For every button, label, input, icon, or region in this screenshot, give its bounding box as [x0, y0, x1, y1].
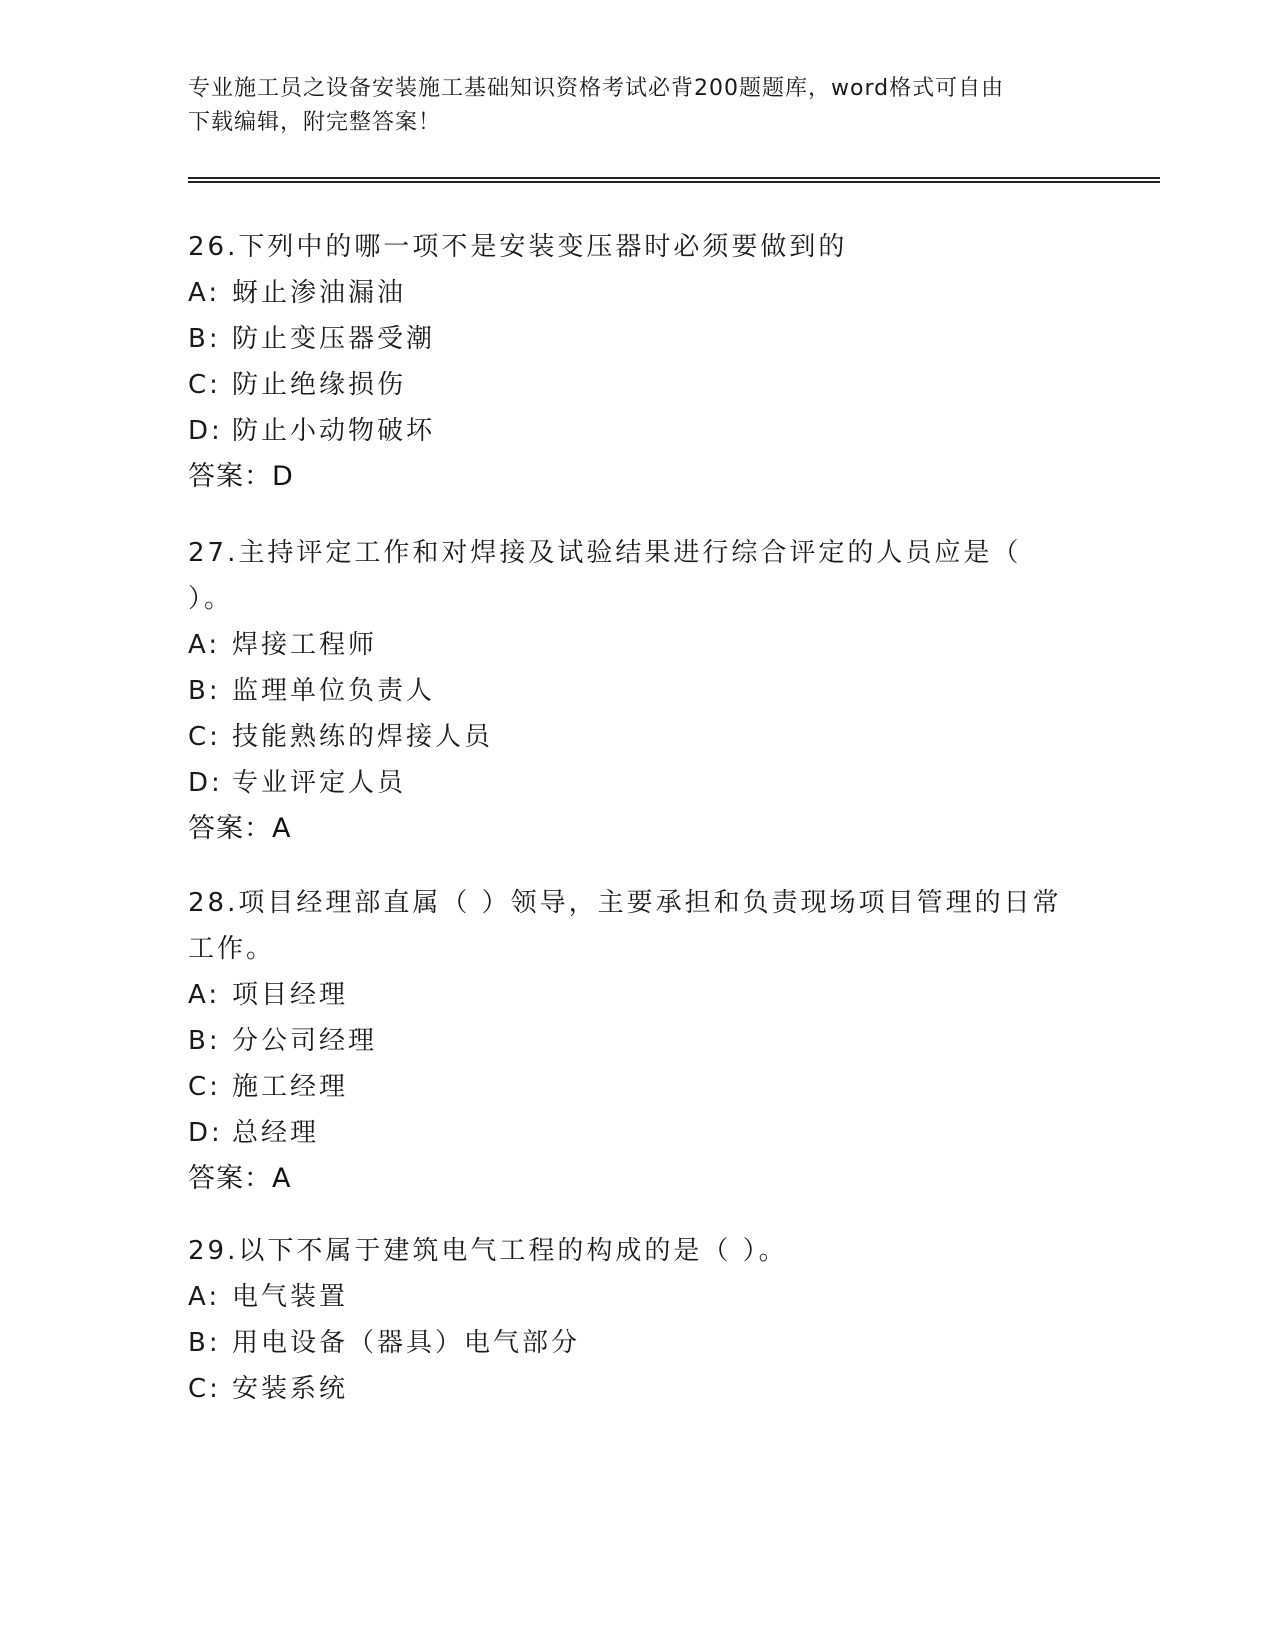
option-letter: C: [188, 370, 221, 400]
option-text: 分公司经理 [232, 1026, 378, 1056]
option-text: 安装系统 [232, 1374, 349, 1404]
option-text: 总经理 [232, 1118, 320, 1148]
question-stem: 29.以下不属于建筑电气工程的构成的是（ ）。 [188, 1236, 788, 1266]
answer-label: 答案：A [188, 813, 292, 844]
answer-label: 答案：D [188, 461, 294, 492]
option-c [188, 1064, 1088, 1110]
option-text: 项目经理 [232, 980, 349, 1010]
header-title-line-1: 专业施工员之设备安装施工基础知识资格考试必背200题题库，word格式可自由 [188, 76, 1005, 101]
option-b [188, 316, 1088, 362]
option-letter: D: [188, 1118, 223, 1148]
question-29 [188, 1228, 1088, 1412]
option-d [188, 760, 1088, 806]
option-text: 焊接工程师 [232, 630, 378, 660]
answer-label: 答案：A [188, 1163, 292, 1194]
option-text: 施工经理 [232, 1072, 349, 1102]
option-letter: D: [188, 416, 223, 446]
option-b [188, 1018, 1088, 1064]
option-letter: A: [188, 630, 221, 660]
option-text: 防止绝缘损伤 [232, 370, 407, 400]
option-text: 电气装置 [232, 1282, 349, 1312]
option-letter: D: [188, 768, 223, 798]
header-title-line-2: 下载编辑，附完整答案！ [188, 110, 442, 135]
option-letter: B: [188, 324, 221, 354]
option-text: 蚜止渗油漏油 [232, 278, 407, 308]
option-d [188, 1110, 1088, 1156]
document-header [188, 72, 1068, 140]
option-b [188, 1320, 1088, 1366]
option-letter: C: [188, 1072, 221, 1102]
option-letter: B: [188, 676, 221, 706]
option-text: 监理单位负责人 [232, 676, 436, 706]
option-text: 技能熟练的焊接人员 [232, 722, 494, 752]
option-text: 用电设备（器具）电气部分 [232, 1328, 581, 1358]
option-c [188, 362, 1088, 408]
option-c [188, 714, 1088, 760]
question-stem: 26.下列中的哪一项不是安装变压器时必须要做到的 [188, 232, 848, 262]
option-text: 防止小动物破坏 [232, 416, 436, 446]
option-text: 防止变压器受潮 [232, 324, 436, 354]
question-stem: 27.主持评定工作和对焊接及试验结果进行综合评定的人员应是（ ）。 [188, 538, 1022, 614]
option-letter: B: [188, 1026, 221, 1056]
question-26 [188, 224, 1088, 500]
option-c [188, 1366, 1088, 1412]
option-a [188, 622, 1088, 668]
option-letter: A: [188, 980, 221, 1010]
question-27 [188, 530, 1088, 852]
option-b [188, 668, 1088, 714]
option-letter: C: [188, 722, 221, 752]
option-d [188, 408, 1088, 454]
option-text: 专业评定人员 [232, 768, 407, 798]
option-letter: A: [188, 278, 221, 308]
question-stem: 28.项目经理部直属（ ）领导，主要承担和负责现场项目管理的日常工作。 [188, 888, 1062, 964]
option-letter: C: [188, 1374, 221, 1404]
option-letter: A: [188, 1282, 221, 1312]
question-28 [188, 880, 1088, 1202]
header-divider [188, 177, 1160, 183]
option-a [188, 1274, 1088, 1320]
option-a [188, 270, 1088, 316]
option-a [188, 972, 1088, 1018]
option-letter: B: [188, 1328, 221, 1358]
